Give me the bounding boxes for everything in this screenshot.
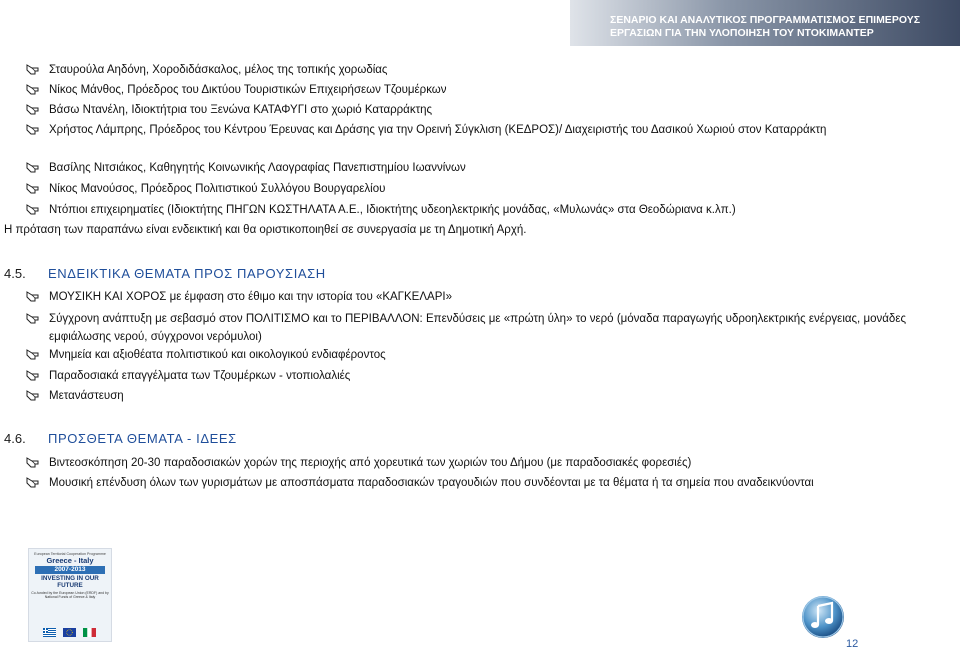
hand-pointer-bullet-icon — [26, 160, 40, 174]
topic-text: Σύγχρονη ανάπτυξη με σεβασμό στον ΠΟΛΙΤΙΣΜΟ και το ΠΕΡΙΒΑΛΛΟΝ: Επενδύσεις με «πρώτη ύλη» το νερό (μόναδα παραγωγής υδροηλεκτρικής ενέργειας, μονάδες εμφιάλωσης νερού, σύγχρονοι νερόμυλοι) — [49, 313, 906, 343]
topic-text: Παραδοσιακά επαγγέλματα των Τζουμέρκων - ντοπιολαλιές — [49, 370, 351, 382]
section-heading-4-5 — [4, 266, 326, 281]
participant-text: Βασίλης Νιτσιάκος, Καθηγητής Κοινωνικής Λαογραφίας Πανεπιστημίου Ιωαννίνων — [49, 162, 466, 174]
hand-pointer-bullet-icon — [26, 368, 40, 382]
list-item — [26, 310, 906, 346]
participant-text: Σταυρούλα Αηδόνη, Χοροδιδάσκαλος, μέλος της τοπικής χορωδίας — [49, 64, 388, 76]
topic-text: Μετανάστευση — [49, 390, 124, 402]
logo-funding-text: Co-funded by the European Union (ERDF) and by National Funds of Greece & Italy — [31, 591, 109, 599]
music-note-icon — [800, 594, 846, 640]
section-number: 4.5. — [4, 266, 26, 281]
hand-pointer-bullet-icon — [26, 122, 40, 136]
list-item — [26, 474, 906, 492]
hand-pointer-bullet-icon — [26, 455, 40, 469]
flags-row — [43, 628, 97, 637]
list-item — [26, 201, 906, 219]
topic-text: Μνημεία και αξιοθέατα πολιτιστικού και οικολογικού ενδιαφέροντος — [49, 349, 386, 361]
hand-pointer-bullet-icon — [26, 62, 40, 76]
hand-pointer-bullet-icon — [26, 311, 40, 325]
page-number: 12 — [846, 638, 859, 650]
participant-text: Νίκος Μάνθος, Πρόεδρος του Δικτύου Τουριστικών Επιχειρήσεων Τζουμέρκων — [49, 84, 447, 96]
idea-text: Μουσική επένδυση όλων των γυρισμάτων με αποσπάσματα παραδοσιακών τραγουδιών που συνδέονται με τα θέματα ή τα σημεία που αναδεικνύονται — [49, 477, 814, 489]
hand-pointer-bullet-icon — [26, 388, 40, 402]
logo-years: 2007-2013 — [35, 566, 105, 574]
list-item — [26, 367, 906, 385]
greece-flag-icon — [43, 628, 56, 637]
logo-programme-text: European Territorial Cooperation Programme — [34, 552, 106, 556]
hand-pointer-bullet-icon — [26, 347, 40, 361]
page-header — [0, 0, 960, 46]
section-title: ΕΝΔΕΙΚΤΙΚΑ ΘΕΜΑΤΑ ΠΡΟΣ ΠΑΡΟΥΣΙΑΣΗ — [48, 266, 326, 281]
list-item — [26, 346, 906, 364]
topic-text: ΜΟΥΣΙΚΗ ΚΑΙ ΧΟΡΟΣ με έμφαση στο έθιμο και την ιστορία του «ΚΑΓΚΕΛΑΡΙ» — [49, 291, 452, 303]
section-heading-4-6 — [4, 431, 237, 446]
header-title-line1: ΣΕΝΑΡΙΟ ΚΑΙ ΑΝΑΛΥΤΙΚΟΣ ΠΡΟΓΡΑΜΜΑΤΙΣΜΟΣ ΕΠΙΜΕΡΟΥΣ — [610, 14, 920, 26]
header-title-line2: ΕΡΓΑΣΙΩΝ ΓΙΑ ΤΗΝ ΥΛΟΠΟΙΗΣΗ ΤΟΥ ΝΤΟΚΙΜΑΝΤΕΡ — [610, 27, 874, 39]
participant-text: Βάσω Ντανέλη, Ιδιοκτήτρια του Ξενώνα ΚΑΤΑΦΥΓΙ στο χωριό Καταρράκτης — [49, 104, 433, 116]
eu-flag-icon — [63, 628, 76, 637]
participant-text: Ντόπιοι επιχειρηματίες (Ιδιοκτήτης ΠΗΓΩΝ ΚΩΣΤΗΛΑΤΑ Α.Ε., Ιδιοκτήτης υδεοηλεκτρικής μονάδας, «Μυλωνάς» στα Θεοδώριανα κ.λπ.) — [49, 204, 736, 216]
programme-logo — [28, 548, 112, 642]
hand-pointer-bullet-icon — [26, 102, 40, 116]
list-item — [26, 288, 906, 306]
hand-pointer-bullet-icon — [26, 289, 40, 303]
list-item — [26, 159, 906, 177]
note-paragraph: Η πρόταση των παραπάνω είναι ενδεικτική και θα οριστικοποιηθεί σε συνεργασία με τη Δημοτική Αρχή. — [4, 224, 527, 236]
hand-pointer-bullet-icon — [26, 475, 40, 489]
list-item — [26, 101, 906, 119]
hand-pointer-bullet-icon — [26, 82, 40, 96]
idea-text: Βιντεοσκόπηση 20-30 παραδοσιακών χορών της περιοχής από χορευτικά των χωριών του Δήμου (με παραδοσιακές φορεσιές) — [49, 457, 692, 469]
hand-pointer-bullet-icon — [26, 202, 40, 216]
list-item — [26, 454, 906, 472]
logo-country: Greece - Italy — [46, 556, 94, 565]
list-item — [26, 180, 906, 198]
section-title: ΠΡΟΣΘΕΤΑ ΘΕΜΑΤΑ - ΙΔΕΕΣ — [48, 431, 237, 446]
italy-flag-icon — [83, 628, 96, 637]
logo-slogan: INVESTING IN OUR FUTURE — [41, 575, 99, 589]
list-item — [26, 61, 906, 79]
section-number: 4.6. — [4, 431, 26, 446]
list-item — [26, 81, 906, 99]
participant-text: Νίκος Μανούσος, Πρόεδρος Πολιτιστικού Συλλόγου Βουργαρελίου — [49, 183, 386, 195]
hand-pointer-bullet-icon — [26, 181, 40, 195]
list-item — [26, 121, 878, 139]
participant-text: Χρήστος Λάμπρης, Πρόεδρος του Κέντρου Έρευνας και Δράσης για την Ορεινή Σύγκλιση (ΚΕΔΡΟΣ)/ Διαχειριστής του Δασικού Χωριού στον Καταρράκτη — [49, 124, 827, 136]
list-item — [26, 387, 906, 405]
header-title — [610, 14, 920, 40]
